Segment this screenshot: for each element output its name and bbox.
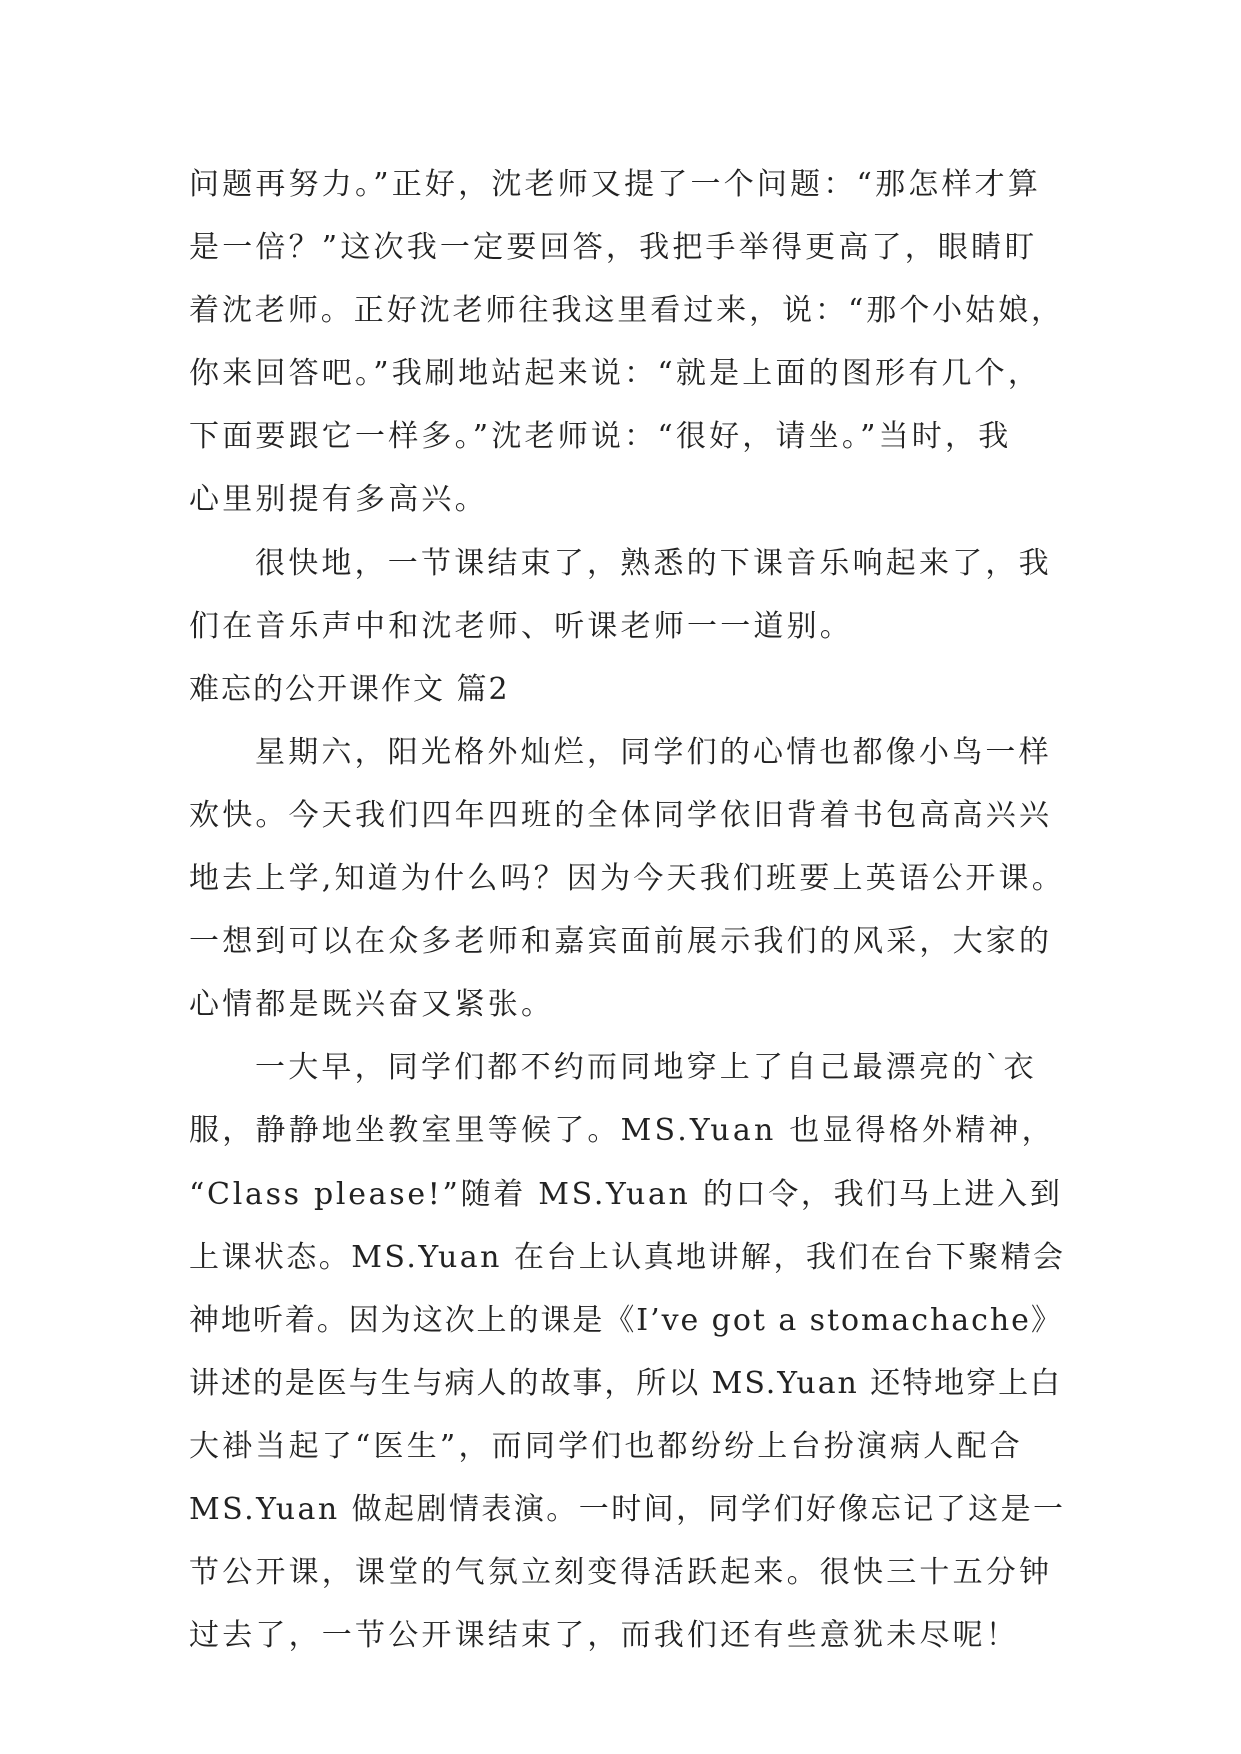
text-line: MS.Yuan 做起剧情表演。一时间，同学们好像忘记了这是一 <box>189 1491 1066 1527</box>
text-line: 服，静静地坐教室里等候了。MS.Yuan 也显得格外精神， <box>189 1113 1055 1149</box>
text-line: 心里别提有多高兴。 <box>189 482 488 518</box>
text-line: 过去了，一节公开课结束了，而我们还有些意犹未尽呢！ <box>189 1618 1019 1654</box>
text-line: 很快地，一节课结束了，熟悉的下课音乐响起来了，我 <box>255 545 1052 581</box>
text-line: “Class please!”随着 MS.Yuan 的口令，我们马上进入到 <box>189 1176 1063 1212</box>
text-line: 上课状态。MS.Yuan 在台上认真地讲解，我们在台下聚精会 <box>189 1239 1066 1275</box>
text-line: 讲述的是医与生与病人的故事，所以 MS.Yuan 还特地穿上白 <box>189 1365 1062 1401</box>
text-line: 着沈老师。正好沈老师往我这里看过来，说：“那个小姑娘， <box>189 293 1064 329</box>
text-line: 你来回答吧。”我刷地站起来说：“就是上面的图形有几个， <box>189 356 1042 392</box>
text-line: 欢快。今天我们四年四班的全体同学依旧背着书包高高兴兴 <box>189 797 1053 833</box>
text-line: 问题再努力。”正好，沈老师又提了一个问题：“那怎样才算 <box>189 167 1042 202</box>
document-body <box>189 153 1069 1667</box>
text-line: 一大早，同学们都不约而同地穿上了自己最漂亮的`衣 <box>255 1050 1037 1086</box>
section-heading: 难忘的公开课作文 篇2 <box>189 671 510 707</box>
text-line: 神地听着。因为这次上的课是《I’ve got a stomachache》 <box>189 1302 1063 1338</box>
text-line: 地去上学,知道为什么吗？因为今天我们班要上英语公开课。 <box>189 861 1065 897</box>
text-line: 下面要跟它一样多。”沈老师说：“很好，请坐。”当时，我 <box>189 419 1012 455</box>
text-line: 一想到可以在众多老师和嘉宾面前展示我们的风采，大家的 <box>189 924 1053 960</box>
text-line: 大褂当起了“医生”，而同学们也都纷纷上台扮演病人配合 <box>189 1428 1023 1464</box>
text-line: 是一倍？”这次我一定要回答，我把手举得更高了，眼睛盯 <box>189 230 1038 266</box>
text-line: 心情都是既兴奋又紧张。 <box>189 987 555 1023</box>
text-line: 星期六，阳光格外灿烂，同学们的心情也都像小鸟一样 <box>255 734 1052 770</box>
text-line: 节公开课，课堂的气氛立刻变得活跃起来。很快三十五分钟 <box>189 1555 1053 1591</box>
text-line: 们在音乐声中和沈老师、听课老师一一道别。 <box>189 608 853 644</box>
